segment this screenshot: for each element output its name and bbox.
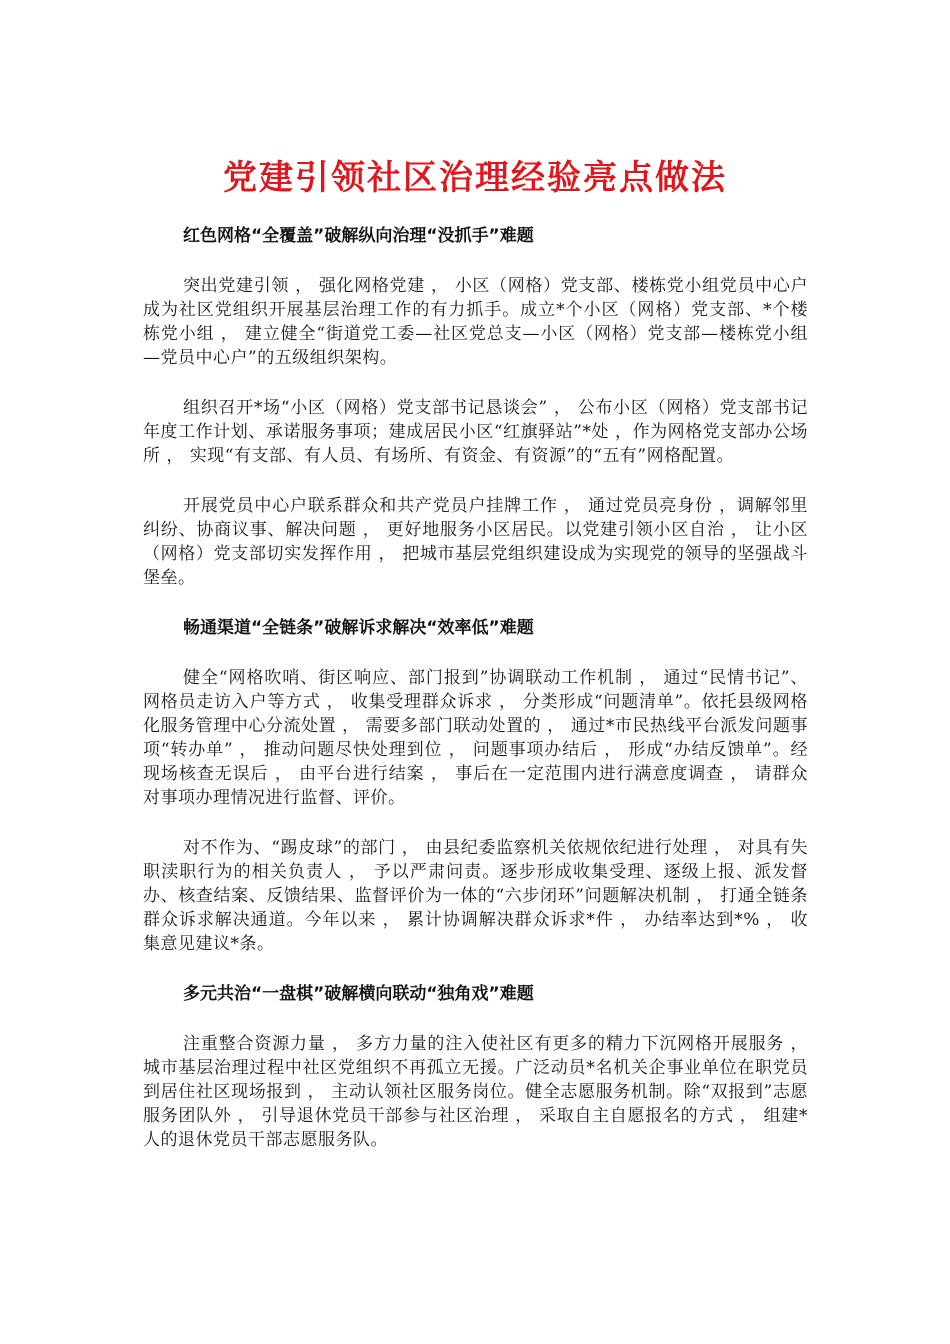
section-co-governance	[143, 982, 808, 1152]
document-body	[143, 224, 808, 1178]
section-red-grid	[143, 224, 808, 590]
body-paragraph: 对不作为、“踢皮球”的部门 ， 由县纪委监察机关依规依纪进行处理 ， 对具有失职渎职行为的相关负责人 ， 予以严肃问责。逐步形成收集受理、逐级上报、派发督办、核查结案、反馈结果、监督评价为一体的“六步闭环”问题解决机制 ， 打通全链条群众诉求解决通道。今年以来 ， 累计协调解决群众诉求*件 ， 办结率达到*% ， 收集意见建议*条。	[143, 838, 808, 954]
body-paragraph: 开展党员中心户联系群众和共产党员户挂牌工作 ， 通过党员亮身份 ，调解邻里纠纷、协商议事、解决问题 ， 更好地服务小区居民。以党建引领小区自治 ， 让小区（网格）党支部切实发挥作用 ， 把城市基层党组织建设成为实现党的领导的坚强战斗堡垒。	[143, 496, 808, 588]
body-paragraph: 突出党建引领 ， 强化网格党建 ， 小区（网格）党支部、楼栋党小组党员中心户成为社区党组织开展基层治理工作的有力抓手。成立*个小区（网格）党支部、*个楼栋党小组 ， 建立健全“街道党工委—社区党总支—小区（网格）党支部—楼栋党小组—党员中心户”的五级组织架构。	[143, 276, 808, 368]
body-paragraph: 健全“网格吹哨、街区响应、部门报到”协调联动工作机制 ， 通过“民情书记”、网格员走访入户等方式 ， 收集受理群众诉求 ， 分类形成“问题清单”。依托县级网格化服务管理中心分流处置 ， 需要多部门联动处置的 ， 通过*市民热线平台派发问题事项“转办单” ， 推动问题尽快处理到位 ， 问题事项办结后 ， 形成“办结反馈单”。经现场核查无误后 ， 由平台进行结案 ， 事后在一定范围内进行满意度调查 ， 请群众对事项办理情况进行监督、评价。	[143, 668, 808, 808]
section-channels	[143, 616, 808, 956]
page-title: 党建引领社区治理经验亮点做法	[223, 158, 727, 198]
section-heading: 红色网格“全覆盖”破解纵向治理“没抓手”难题	[183, 226, 534, 246]
section-heading: 畅通渠道“全链条”破解诉求解决“效率低”难题	[183, 618, 534, 638]
body-paragraph: 组织召开*场“小区（网格）党支部书记恳谈会” ， 公布小区（网格）党支部书记年度工作计划、承诺服务事项；建成居民小区“红旗驿站”*处 ，作为网格党支部办公场所 ， 实现“有支部、有人员、有场所、有资金、有资源”的“五有”网格配置。	[143, 398, 808, 466]
section-heading: 多元共治“一盘棋”破解横向联动“独角戏”难题	[183, 984, 534, 1004]
body-paragraph: 注重整合资源力量 ， 多方力量的注入使社区有更多的精力下沉网格开展服务 ， 城市基层治理过程中社区党组织不再孤立无援。广泛动员*名机关企事业单位在职党员到居住社区现场报到 ， 主动认领社区服务岗位。健全志愿服务机制。除“双报到”志愿服务团队外 ， 引导退休党员干部参与社区治理 ， 采取自主自愿报名的方式 ， 组建*人的退休党员干部志愿服务队。	[143, 1034, 808, 1150]
